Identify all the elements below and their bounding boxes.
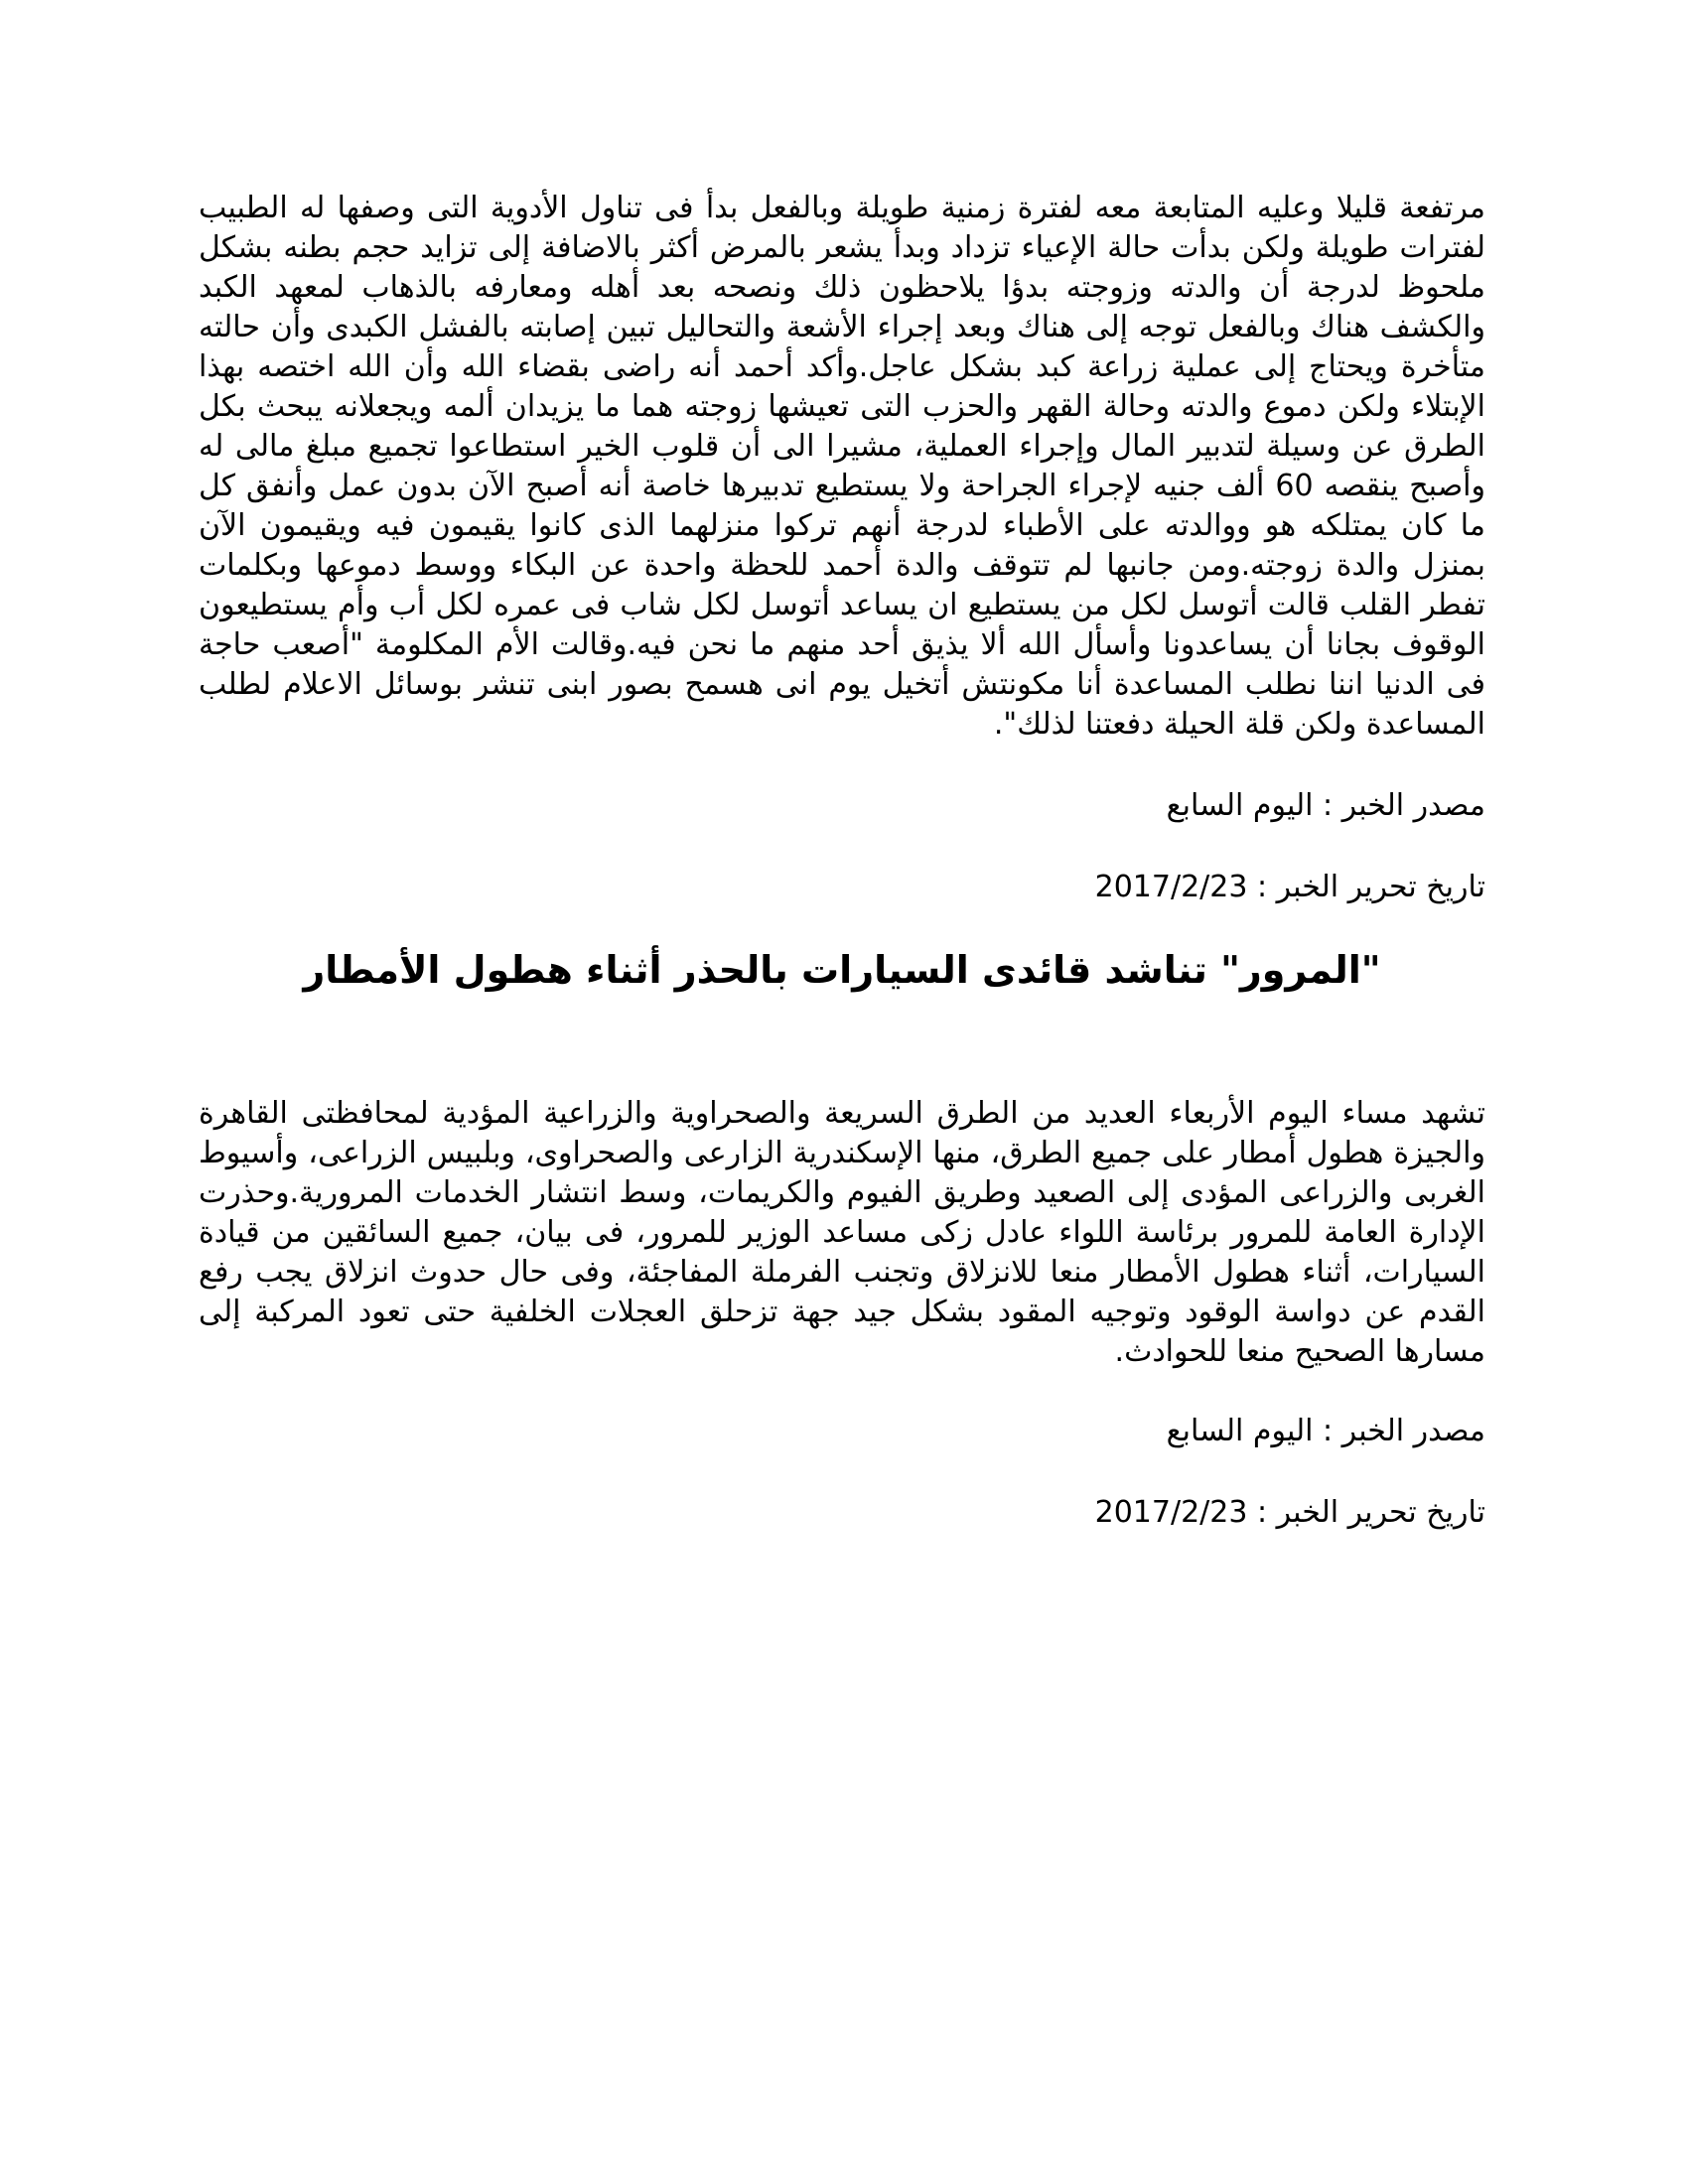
article-2-date: تاريخ تحرير الخبر : 2017/2/23 bbox=[1094, 1495, 1485, 1530]
article-1-body: مرتفعة قليلا وعليه المتابعة معه لفترة زمنية طويلة وبالفعل بدأ فى تناول الأدوية التى وصفها له الطبيب لفترات طويلة ولكن بدأت حالة الإعياء تزداد وبدأ يشعر بالمرض أكثر بالاضافة إلى تزايد حجم بطنه بشكل ملحوظ لدرجة أن والدته وزوجته بدؤا يلاحظون ذلك ونصحه بعد أهله ومعارفه بالذهاب لمعهد الكبد والكشف هناك وبالفعل توجه إلى هناك وبعد إجراء الأشعة والتحاليل تبين إصابته بالفشل الكبدى وأن حالته متأخرة ويحتاج إلى عملية زراعة كبد بشكل عاجل.وأكد أحمد أنه راضى بقضاء الله وأن الله اختصه بهذا الإبتلاء ولكن دموع والدته وحالة القهر والحزب التى تعيشها زوجته هما ما يزيدان ألمه ويجعلانه يبحث بكل الطرق عن وسيلة لتدبير المال وإجراء العملية، مشيرا الى أن قلوب الخير استطاعوا تجميع مبلغ مالى له وأصبح ينقصه 60 ألف جنيه لإجراء الجراحة ولا يستطيع تدبيرها خاصة أنه أصبح الآن بدون عمل وأنفق كل ما كان يمتلكه هو ووالدته على الأطباء لدرجة أنهم تركوا منزلهما الذى كانوا يقيمون فيه ويقيمون الآن بمنزل والدة زوجته.ومن جانبها لم تتوقف والدة أحمد للحظة واحدة عن البكاء ووسط دموعها وبكلمات تفطر القلب قالت أتوسل لكل من يستطيع ان يساعد أتوسل لكل شاب فى عمره لكل أب وأم يستطيعون الوقوف بجانا أن يساعدونا وأسأل الله ألا يذيق أحد منهم ما نحن فيه.وقالت الأم المكلومة "أصعب حاجة فى الدنيا اننا نطلب المساعدة أنا مكونتش أتخيل يوم انى هسمح بصور ابنى تنشر بوسائل الاعلام لطلب المساعدة ولكن قلة الحيلة دفعتنا لذلك". bbox=[199, 191, 1485, 742]
article-1-source: مصدر الخبر : اليوم السابع bbox=[1166, 788, 1485, 823]
article-2-body: تشهد مساء اليوم الأربعاء العديد من الطرق السريعة والصحراوية والزراعية المؤدية لمحافظتى القاهرة والجيزة هطول أمطار على جميع الطرق، منها الإسكندرية الزارعى والصحراوى، وبلبيس الزراعى، وأسيوط الغربى والزراعى المؤدى إلى الصعيد وطريق الفيوم والكريمات، وسط انتشار الخدمات المرورية.وحذرت الإدارة العامة للمرور برئاسة اللواء عادل زكى مساعد الوزير للمرور، فى بيان، جميع السائقين من قيادة السيارات، أثناء هطول الأمطار منعا للانزلاق وتجنب الفرملة المفاجئة، وفى حال حدوث انزلاق يجب رفع القدم عن دواسة الوقود وتوجيه المقود بشكل جيد جهة تزحلق العجلات الخلفية حتى تعود المركبة إلى مسارها الصحيح منعا للحوادث. bbox=[199, 1096, 1485, 1369]
document-page bbox=[199, 189, 1485, 1533]
article-2-source: مصدر الخبر : اليوم السابع bbox=[1166, 1414, 1485, 1448]
article-2-headline: "المرور" تناشد قائدى السيارات بالحذر أثناء هطول الأمطار bbox=[303, 948, 1381, 992]
article-1-date: تاريخ تحرير الخبر : 2017/2/23 bbox=[1094, 870, 1485, 904]
